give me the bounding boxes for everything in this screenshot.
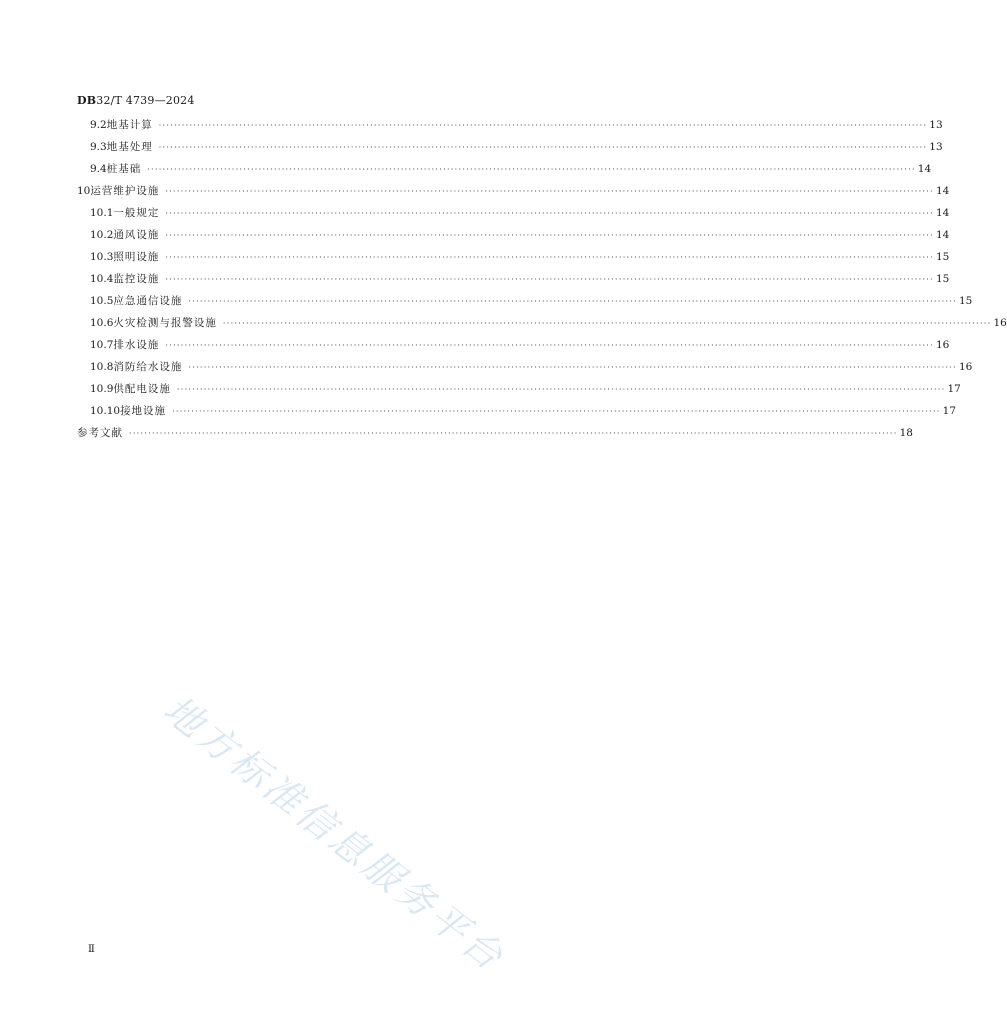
toc-entry-page: 16 [993,317,1007,329]
toc-entry[interactable] [90,118,943,132]
toc-entry-page: 15 [935,273,950,285]
toc-dot-leader: ········································································································································································································ [165,209,934,218]
toc-dot-leader: ········································································································································································································ [165,187,934,196]
toc-entry[interactable] [90,250,950,264]
toc-entry-number: 10.1 [90,207,114,219]
toc-entry-number: 10.6 [90,317,114,329]
page-header [77,94,195,107]
toc-entry-title: 火灾检测与报警设施 [113,317,217,329]
toc-entry-number: 10.8 [90,361,114,373]
toc-entry-title: 通风设施 [113,229,160,241]
toc-entry-title: 一般规定 [113,207,160,219]
toc-entry[interactable] [77,426,913,440]
toc-dot-leader: ········································································································································································································ [158,143,928,152]
toc-entry-number: 10.5 [90,295,114,307]
toc-entry-page: 14 [935,185,950,197]
toc-entry-title: 消防给水设施 [113,361,183,373]
toc-entry-number: 9.2 [90,119,107,131]
toc-entry[interactable] [90,206,950,220]
toc-entry-title: 参考文献 [77,427,123,439]
toc-dot-leader: ········································································································································································································ [188,297,957,306]
toc-entry-title: 排水设施 [113,339,160,351]
toc-dot-leader: ········································································································································································································ [158,121,928,130]
toc-entry[interactable] [90,140,943,154]
toc-entry[interactable] [90,228,950,242]
toc-entry-page: 15 [935,251,950,263]
toc-dot-leader: ········································································································································································································ [176,385,946,394]
toc-entry-number: 9.3 [90,141,107,153]
toc-dot-leader: ········································································································································································································ [129,429,898,438]
footer-page-number: Ⅱ [88,944,95,955]
toc-entry-page: 13 [929,141,943,153]
toc-dot-leader: ········································································································································································································ [222,319,992,328]
toc-entry-page: 13 [929,119,943,131]
toc-entry-title: 监控设施 [113,273,160,285]
toc-entry-page: 17 [947,383,961,395]
toc-dot-leader: ········································································································································································································ [165,231,934,240]
toc-entry-number: 10.9 [90,383,114,395]
toc-entry-number: 10.4 [90,273,114,285]
toc-dot-leader: ········································································································································································································ [165,253,934,262]
toc-entry-page: 14 [935,207,950,219]
toc-entry[interactable] [90,360,973,374]
toc-entry-page: 16 [935,339,950,351]
toc-entry[interactable] [90,338,950,352]
toc-entry-page: 14 [917,163,932,175]
toc-entry-page: 15 [958,295,973,307]
toc-entry-number: 10.7 [90,339,114,351]
toc-entry-number: 9.4 [90,163,107,175]
toc-entry-page: 17 [942,405,957,417]
toc-entry-title: 照明设施 [113,251,160,263]
toc-entry-title: 运营维护设施 [90,185,160,197]
toc-entry-page: 18 [899,427,913,439]
toc-entry-number: 10.10 [90,405,121,417]
toc-entry-page: 16 [958,361,973,373]
toc-entry[interactable] [90,272,950,286]
toc-entry-title: 桩基础 [106,163,142,175]
toc-entry-title: 地基处理 [106,141,153,153]
toc-entry-page: 14 [935,229,950,241]
toc-dot-leader: ········································································································································································································ [172,407,941,416]
toc-entry-title: 应急通信设施 [113,295,183,307]
standard-code-prefix: DB [77,94,97,107]
toc-entry[interactable] [90,294,973,308]
standard-code: 32/T 4739—2024 [96,94,195,107]
toc-entry-number: 10.2 [90,229,114,241]
toc-entry-number: 10 [77,185,91,197]
toc-entry-title: 地基计算 [106,119,153,131]
toc-entry-title: 接地设施 [120,405,167,417]
toc-entry[interactable] [90,162,932,176]
toc-dot-leader: ········································································································································································································ [165,275,934,284]
toc-entry[interactable] [77,184,950,198]
toc-dot-leader: ········································································································································································································ [188,363,957,372]
toc-entry-number: 10.3 [90,251,114,263]
toc-entry[interactable] [90,382,961,396]
watermark: 地方标准信息服务平台 [155,687,514,981]
toc-dot-leader: ········································································································································································································ [147,165,916,174]
toc-entry[interactable] [90,404,957,418]
toc-entry[interactable] [90,316,1007,330]
toc-entry-title: 供配电设施 [113,383,171,395]
toc-dot-leader: ········································································································································································································ [165,341,934,350]
